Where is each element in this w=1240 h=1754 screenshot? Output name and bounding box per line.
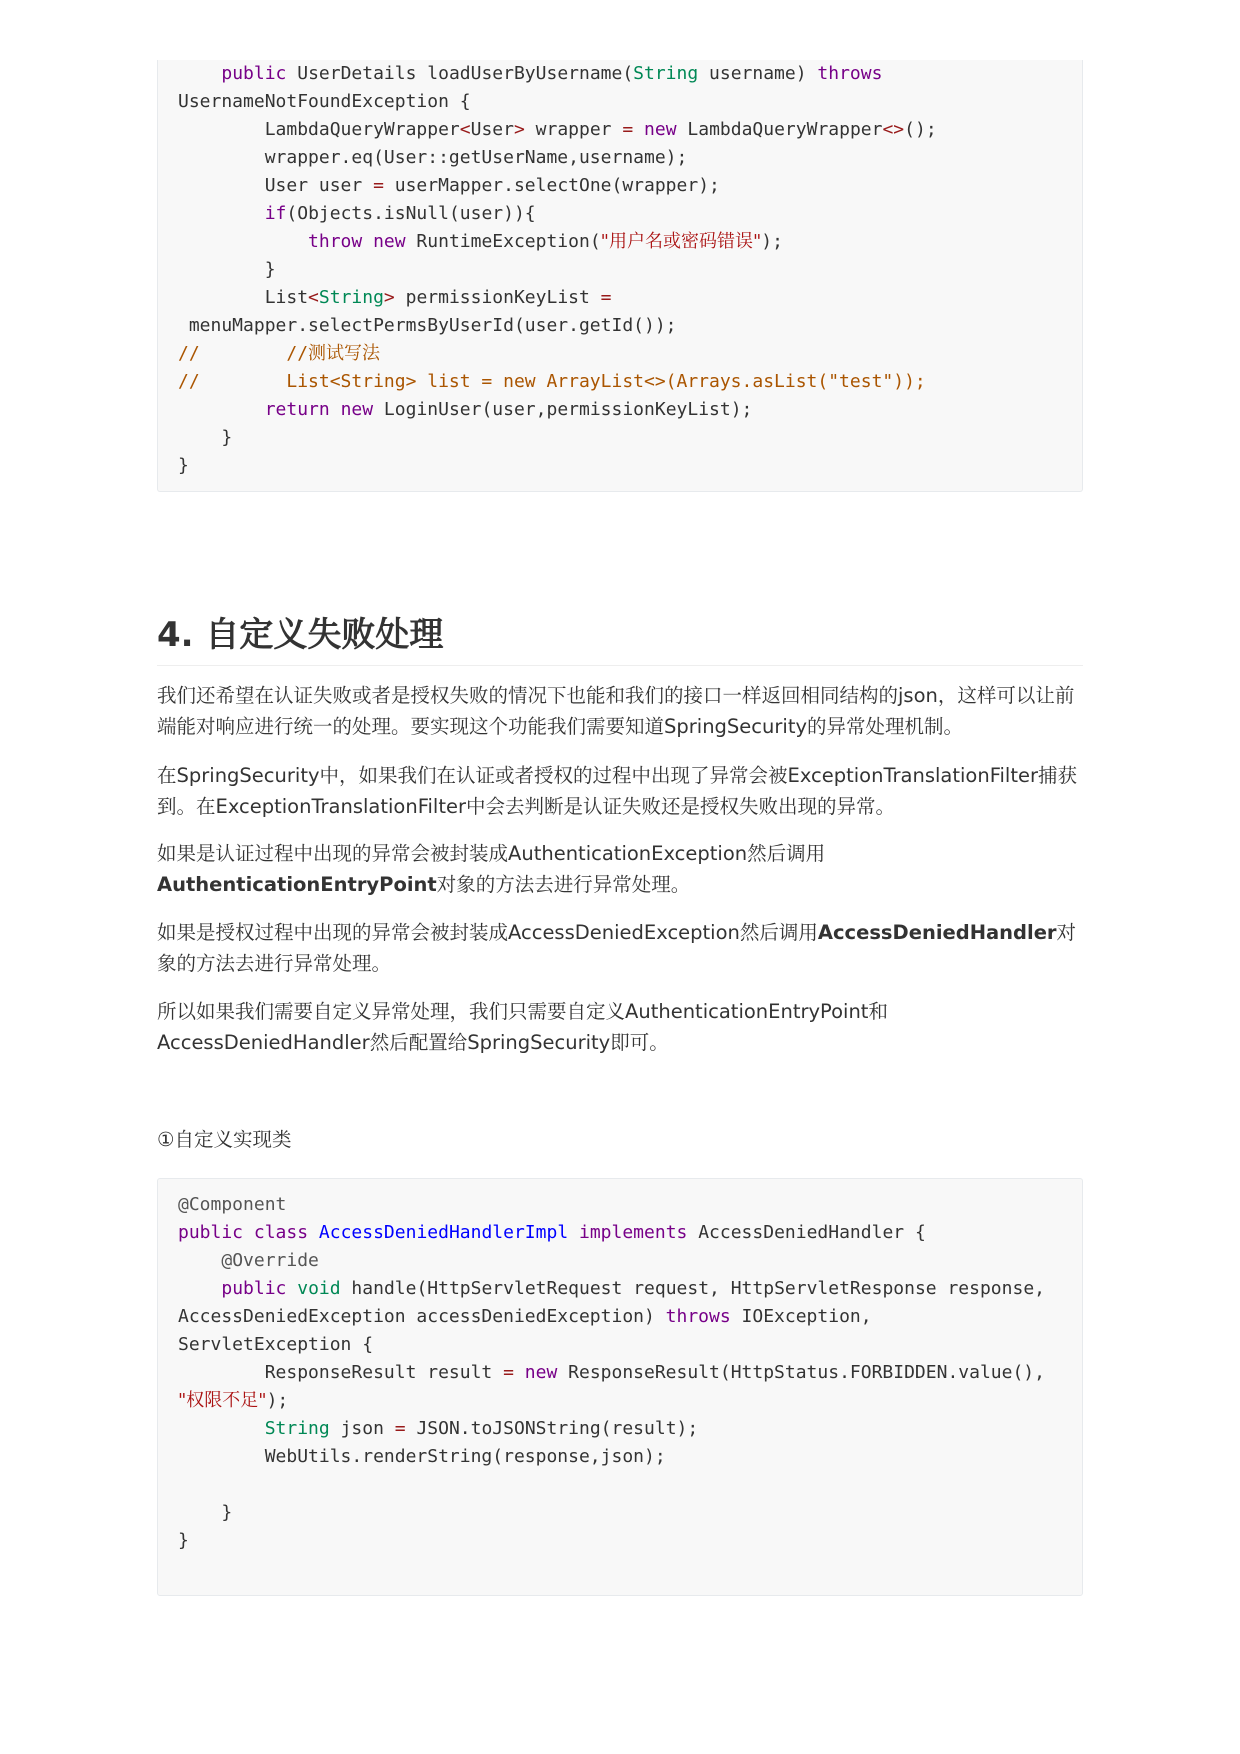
code-token: json bbox=[329, 1418, 395, 1439]
code-line bbox=[178, 88, 937, 116]
code-token: } bbox=[178, 427, 233, 448]
code-line bbox=[178, 312, 937, 340]
code-token: } bbox=[178, 1530, 189, 1551]
code-line bbox=[178, 340, 937, 368]
paragraph-authentication bbox=[157, 838, 1083, 900]
code-token: userMapper.selectOne(wrapper); bbox=[383, 175, 720, 196]
code-token: (); bbox=[904, 119, 937, 140]
code-token: void bbox=[297, 1278, 341, 1299]
code-token: } bbox=[178, 259, 276, 280]
code-token: // //测试写法 bbox=[178, 343, 381, 364]
code-token: wrapper.eq(User::getUserName,username); bbox=[178, 147, 688, 168]
step-label: ①自定义实现类 bbox=[157, 1128, 292, 1151]
paragraph-intro: 我们还希望在认证失败或者是授权失败的情况下也能和我们的接口一样返回相同结构的json，这样可以让前端能对响应进行统一的处理。要实现这个功能我们需要知道SpringSecurity的异常处理机制。 bbox=[157, 684, 1075, 738]
code-token: User user bbox=[178, 175, 374, 196]
code-line bbox=[178, 1471, 1045, 1499]
code-line bbox=[178, 1359, 1045, 1387]
code-token: class bbox=[253, 1222, 309, 1243]
code-token bbox=[568, 1222, 579, 1243]
code-token bbox=[362, 231, 373, 252]
code-token: permissionKeyList bbox=[394, 287, 601, 308]
code-token bbox=[330, 399, 341, 420]
code-token: ); bbox=[761, 231, 783, 252]
code-line bbox=[178, 1275, 1045, 1303]
code-token: (Objects.isNull(user)){ bbox=[286, 203, 536, 224]
code-line bbox=[178, 1219, 1045, 1247]
code-token: WebUtils.renderString(response,json); bbox=[178, 1446, 666, 1467]
code-token bbox=[178, 399, 265, 420]
code-token: "权限不足" bbox=[178, 1390, 267, 1411]
code-token: = bbox=[503, 1362, 514, 1383]
code-token bbox=[243, 1222, 254, 1243]
code-token: } bbox=[178, 455, 189, 476]
code-token bbox=[178, 231, 308, 252]
paragraph-exception-filter: 在SpringSecurity中，如果我们在认证或者授权的过程中出现了异常会被ExceptionTranslationFilter捕获到。在ExceptionTranslationFilter中会去判断是认证失败还是授权失败出现的异常。 bbox=[157, 764, 1078, 818]
code-token bbox=[178, 63, 221, 84]
code-token bbox=[514, 1362, 525, 1383]
code-token: IOException, bbox=[730, 1306, 872, 1327]
code-line bbox=[178, 172, 937, 200]
code-token: menuMapper.selectPermsByUserId(user.getId()); bbox=[178, 315, 677, 336]
paragraph-text: 对象的方法去进行异常处理。 bbox=[436, 873, 691, 896]
code-token: RuntimeException( bbox=[405, 231, 601, 252]
code-line bbox=[178, 1331, 1045, 1359]
code-line bbox=[178, 1191, 1045, 1219]
code-token: public bbox=[178, 1222, 244, 1243]
code-token: < bbox=[308, 287, 319, 308]
code-token bbox=[633, 119, 644, 140]
code-line bbox=[178, 1247, 1045, 1275]
code-token: new bbox=[644, 119, 677, 140]
code-token bbox=[178, 1278, 221, 1299]
code-token: > bbox=[513, 119, 525, 140]
code-token: AccessDeniedHandlerImpl bbox=[318, 1222, 569, 1243]
code-line bbox=[178, 144, 937, 172]
code-token: } bbox=[178, 1502, 233, 1523]
code-token: UsernameNotFoundException { bbox=[178, 91, 471, 112]
code-token: <> bbox=[882, 119, 905, 140]
code-line bbox=[178, 256, 937, 284]
code-block-load-user bbox=[157, 60, 1083, 492]
code-token: = bbox=[394, 1418, 406, 1439]
paragraph-text: 如果是授权过程中出现的异常会被封装成AccessDeniedException然后调用 bbox=[157, 921, 818, 944]
code-token bbox=[286, 1278, 297, 1299]
code-token: String bbox=[318, 287, 384, 308]
code-line bbox=[178, 228, 937, 256]
paragraph-summary: 所以如果我们需要自定义异常处理，我们只需要自定义AuthenticationEntryPoint和AccessDeniedHandler然后配置给SpringSecurity即可。 bbox=[157, 1000, 888, 1054]
code-token: ServletException { bbox=[178, 1334, 374, 1355]
bold-term: AuthenticationEntryPoint bbox=[157, 873, 437, 896]
section-heading: 4. 自定义失败处理 bbox=[157, 611, 1083, 666]
code-token bbox=[178, 1418, 265, 1439]
code-line bbox=[178, 1443, 1045, 1471]
code-line bbox=[178, 200, 937, 228]
code-token: = bbox=[622, 119, 634, 140]
code-token: ); bbox=[266, 1390, 289, 1411]
code-line bbox=[178, 396, 937, 424]
code-token: wrapper bbox=[524, 119, 623, 140]
code-token: throws bbox=[665, 1306, 731, 1327]
code-token: new bbox=[340, 399, 374, 420]
code-token: LoginUser(user,permissionKeyList); bbox=[373, 399, 753, 420]
code-token: return bbox=[264, 399, 330, 420]
paragraph-text: 对象的方法去进行异常处理。 bbox=[157, 921, 1077, 975]
code-token: public bbox=[221, 63, 287, 84]
code-token: = bbox=[600, 287, 612, 308]
code-token: String bbox=[264, 1418, 330, 1439]
code-token: throw bbox=[308, 231, 363, 252]
code-token: public bbox=[221, 1278, 287, 1299]
code-line bbox=[178, 116, 937, 144]
code-token: = bbox=[373, 175, 384, 196]
code-line bbox=[178, 1387, 1045, 1415]
bold-term: AccessDeniedHandler bbox=[817, 921, 1057, 944]
code-token: < bbox=[459, 119, 471, 140]
code-token: new bbox=[524, 1362, 558, 1383]
code-token: User bbox=[470, 119, 514, 140]
code-line bbox=[178, 1527, 1045, 1555]
code-line bbox=[178, 284, 937, 312]
code-token: new bbox=[373, 231, 406, 252]
code-line bbox=[178, 1415, 1045, 1443]
code-token: String bbox=[633, 63, 699, 84]
code-token: if bbox=[264, 203, 287, 224]
code-token: UserDetails loadUserByUsername( bbox=[286, 63, 634, 84]
code-token: @Override bbox=[221, 1250, 319, 1271]
code-token bbox=[178, 1250, 221, 1271]
code-token: JSON.toJSONString(result); bbox=[405, 1418, 699, 1439]
code-token: List bbox=[178, 287, 309, 308]
code-token: implements bbox=[579, 1222, 688, 1243]
paragraph-authorization bbox=[157, 917, 1083, 979]
code-token: // List<String> list = new ArrayList<>(Arrays.asList("test")); bbox=[178, 371, 926, 392]
code-line bbox=[178, 368, 937, 396]
code-token: > bbox=[383, 287, 395, 308]
code-block-access-denied-handler bbox=[157, 1178, 1083, 1596]
code-token bbox=[308, 1222, 319, 1243]
code-line bbox=[178, 60, 937, 88]
code-line bbox=[178, 424, 937, 452]
code-token: username) bbox=[698, 63, 818, 84]
code-lines bbox=[178, 1191, 1045, 1555]
code-token: @Component bbox=[178, 1194, 287, 1215]
code-token: AccessDeniedHandler { bbox=[687, 1222, 926, 1243]
paragraph-text: 如果是认证过程中出现的异常会被封装成AuthenticationException然后调用 bbox=[157, 842, 826, 865]
code-token: handle(HttpServletRequest request, HttpServletResponse response, bbox=[340, 1278, 1045, 1299]
code-token: AccessDeniedException accessDeniedException) bbox=[178, 1306, 666, 1327]
code-token: LambdaQueryWrapper bbox=[178, 119, 460, 140]
code-line bbox=[178, 1499, 1045, 1527]
code-token: ResponseResult result bbox=[178, 1362, 504, 1383]
code-token bbox=[178, 203, 265, 224]
code-token: ResponseResult(HttpStatus.FORBIDDEN.value(), bbox=[557, 1362, 1045, 1383]
code-line bbox=[178, 1303, 1045, 1331]
code-token: throws bbox=[817, 63, 883, 84]
code-token: LambdaQueryWrapper bbox=[676, 119, 883, 140]
code-line bbox=[178, 452, 937, 480]
code-token: "用户名或密码错误" bbox=[600, 231, 762, 252]
code-lines bbox=[178, 60, 937, 480]
